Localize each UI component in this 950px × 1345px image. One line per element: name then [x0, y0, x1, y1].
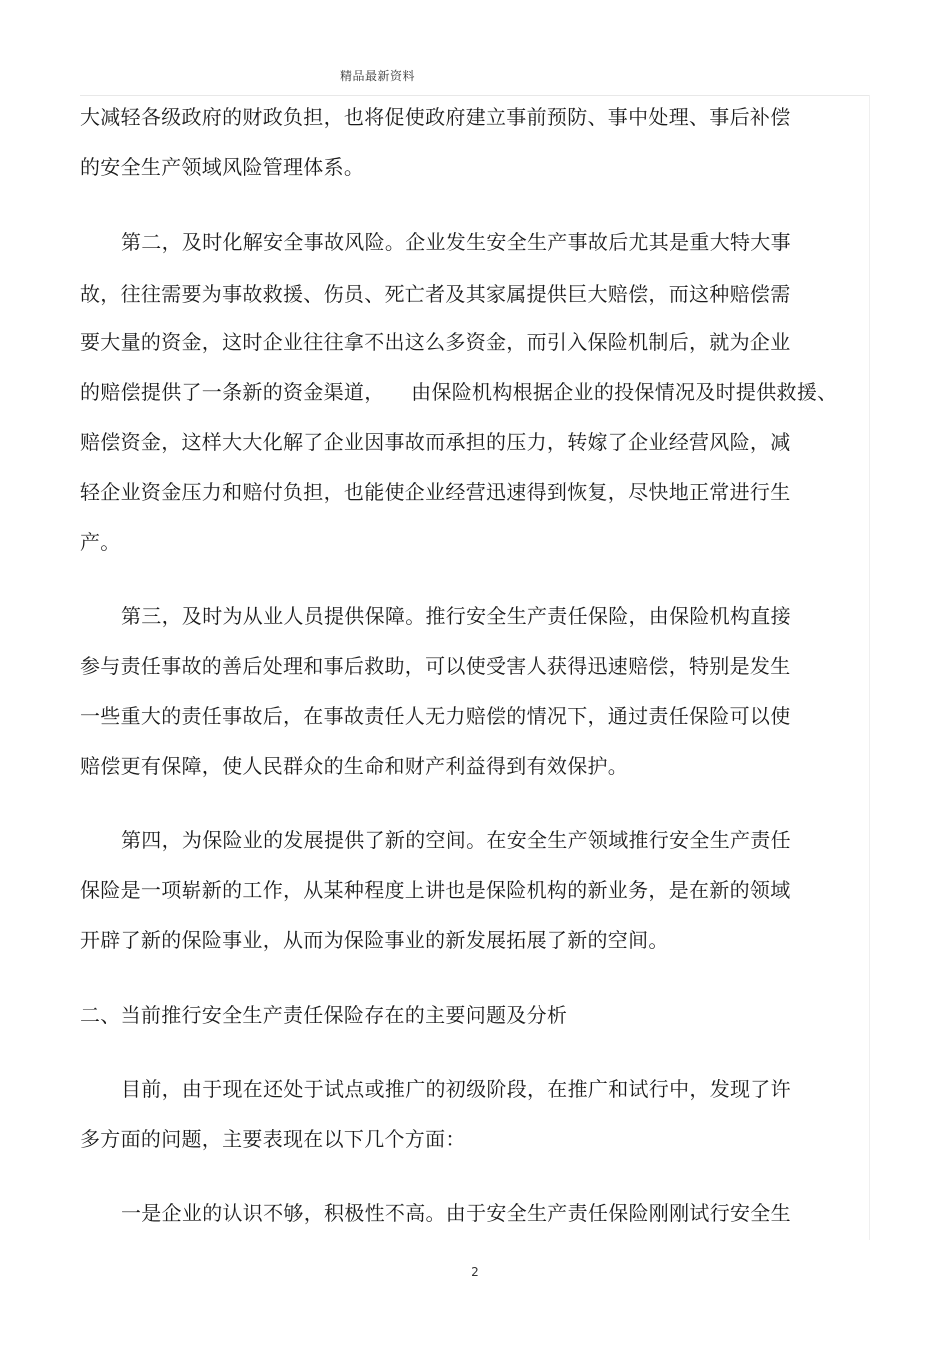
- body-line: 产。: [80, 530, 121, 554]
- body-line: 参与责任事故的善后处理和事后救助，可以使受害人获得迅速赔偿，特别是发生: [80, 654, 791, 678]
- paragraph-start-line: 第二，及时化解安全事故风险。企业发生安全生产事故后尤其是重大特大事: [121, 230, 791, 254]
- body-line: 故，往往需要为事故救援、伤员、死亡者及其家属提供巨大赔偿，而这种赔偿需: [80, 282, 791, 306]
- paragraph-start-line: 第三，及时为从业人员提供保障。推行安全生产责任保险，由保险机构直接: [121, 604, 791, 628]
- body-line: 的赔偿提供了一条新的资金渠道， 由保险机构根据企业的投保情况及时提供救援、: [80, 380, 838, 404]
- paragraph-start-line: 第四，为保险业的发展提供了新的空间。在安全生产领域推行安全生产责任: [121, 828, 791, 852]
- paragraph-start-line: 目前，由于现在还处于试点或推广的初级阶段，在推广和试行中，发现了许: [121, 1077, 791, 1101]
- body-line: 一些重大的责任事故后，在事故责任人无力赔偿的情况下，通过责任保险可以使: [80, 704, 791, 728]
- right-margin-line: [869, 95, 870, 1240]
- body-line: 大减轻各级政府的财政负担，也将促使政府建立事前预防、事中处理、事后补偿: [80, 105, 791, 129]
- page-number: 2: [471, 1265, 479, 1279]
- section-heading: 二、当前推行安全生产责任保险存在的主要问题及分析: [80, 1003, 568, 1027]
- header-divider: [80, 95, 870, 96]
- page-header: 精品最新资料: [340, 69, 416, 83]
- body-line: 要大量的资金，这时企业往往拿不出这么多资金，而引入保险机制后，就为企业: [80, 330, 791, 354]
- body-line: 多方面的问题，主要表现在以下几个方面：: [80, 1127, 466, 1151]
- body-line: 赔偿更有保障，使人民群众的生命和财产利益得到有效保护。: [80, 754, 629, 778]
- body-line: 轻企业资金压力和赔付负担，也能使企业经营迅速得到恢复，尽快地正常进行生: [80, 480, 791, 504]
- body-line: 的安全生产领域风险管理体系。: [80, 155, 365, 179]
- body-line: 开辟了新的保险事业，从而为保险事业的新发展拓展了新的空间。: [80, 928, 669, 952]
- body-line: 赔偿资金，这样大大化解了企业因事故而承担的压力，转嫁了企业经营风险，减: [80, 430, 791, 454]
- body-line: 保险是一项崭新的工作，从某种程度上讲也是保险机构的新业务，是在新的领域: [80, 878, 791, 902]
- paragraph-start-line: 一是企业的认识不够，积极性不高。由于安全生产责任保险刚刚试行安全生: [121, 1201, 791, 1225]
